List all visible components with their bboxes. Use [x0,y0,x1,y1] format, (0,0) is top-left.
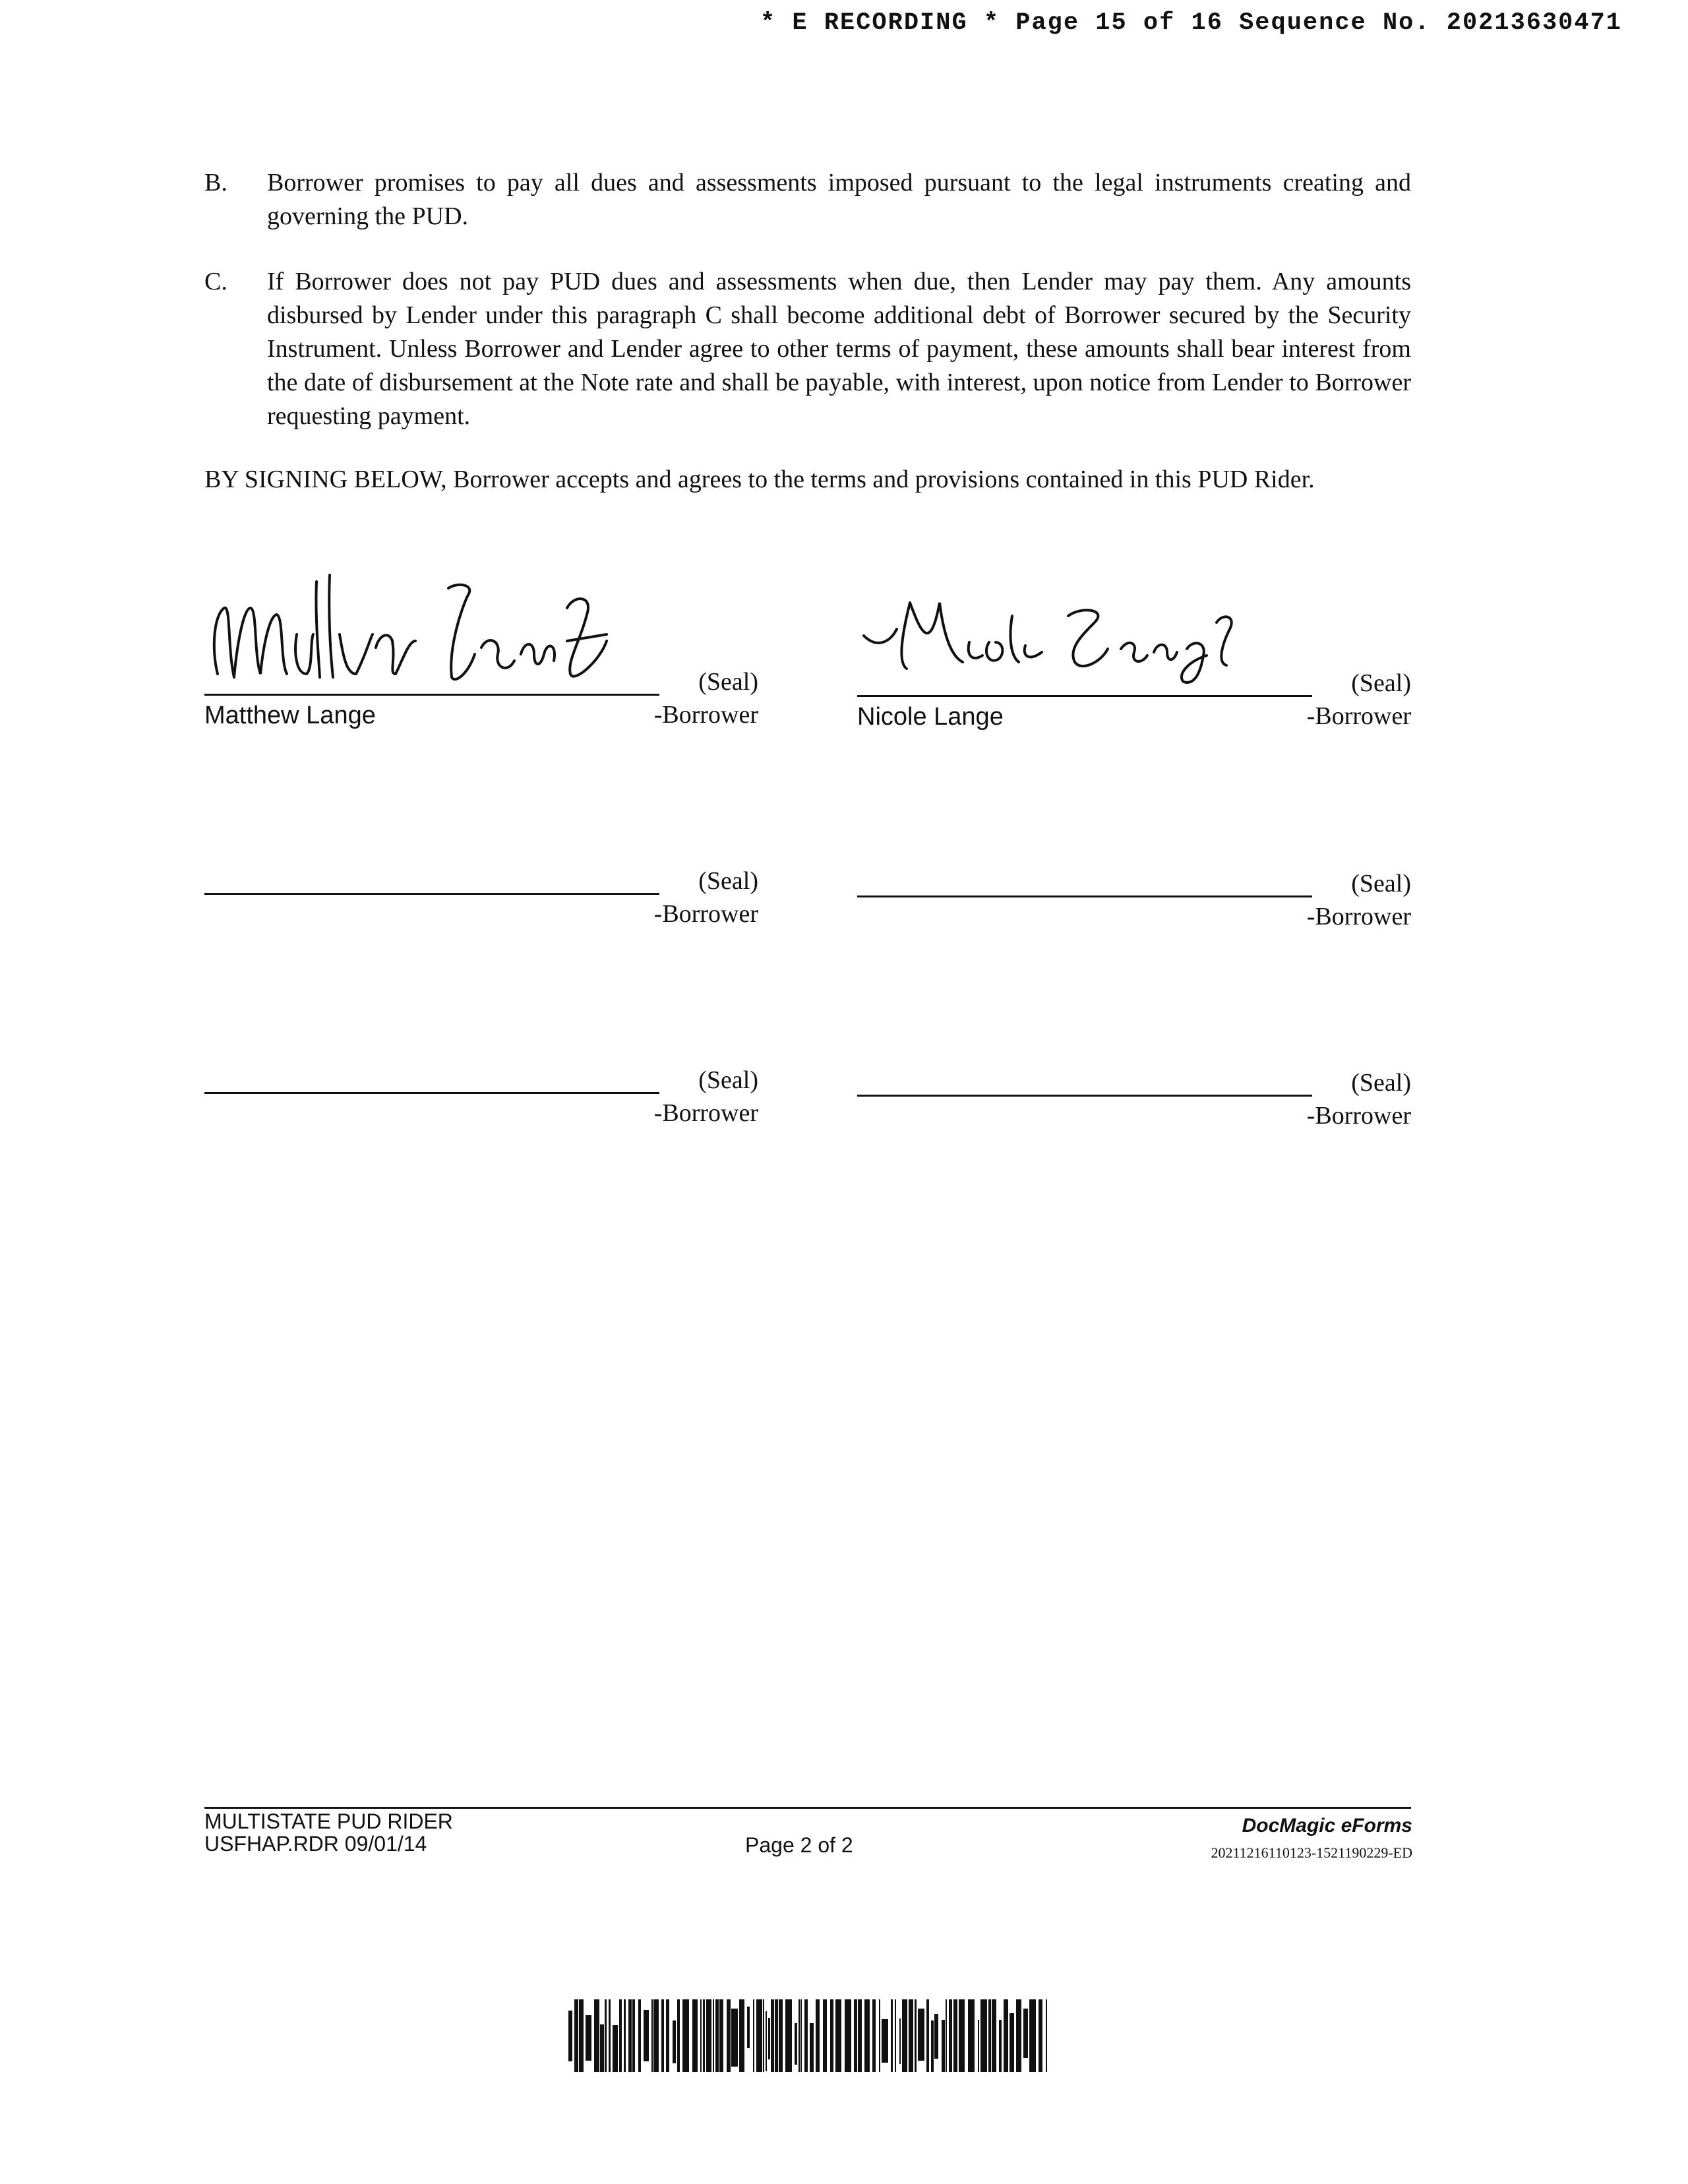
seal-label: (Seal) [698,867,758,895]
barcode-bar [624,1999,626,2072]
barcode-bar [931,2020,934,2072]
signing-statement: BY SIGNING BELOW, Borrower accepts and agrees to the terms and provisions contained in this PUD Rider. [204,466,1315,493]
barcode-bar [747,2007,750,2048]
barcode-bar [845,1999,851,2072]
barcode-bar [619,1999,622,2072]
barcode-bar [739,1999,744,2072]
barcode-image [568,1999,1050,2072]
footer-form-code: USFHAP.RDR 09/01/14 [204,1832,427,1856]
barcode-bar [586,2015,591,2061]
seal-label: (Seal) [698,668,758,696]
barcode-bar [980,1999,987,2072]
barcode-bar [902,1999,907,2072]
barcode-bar [753,1999,754,2072]
barcode-bar [715,1999,719,2072]
seal-label: (Seal) [1351,1069,1411,1097]
barcode-bar [854,1999,857,2072]
barcode-bar [949,1999,952,2072]
signature-block-4 [857,863,1411,935]
signature-block-2 [857,662,1411,735]
barcode-bar [579,1999,584,2072]
barcode-bar [909,1999,913,2072]
barcode-bar [609,1999,611,2072]
barcode-bar [879,1999,880,2072]
signature-block-1 [204,661,758,733]
signer-role: -Borrower [653,900,758,928]
signer-role: -Borrower [1306,702,1411,730]
barcode-bar [918,2009,924,2061]
footer-document-id: 20211216110123-1521190229-ED [1211,1844,1412,1861]
signature-line [857,695,1312,697]
barcode-bar [953,1999,957,2072]
signature-line [204,893,659,895]
barcode-bar [775,1999,778,2072]
seal-label: (Seal) [1351,669,1411,697]
barcode-bar [1010,2013,1014,2072]
barcode-bar [719,1999,723,2072]
signature-line [204,1092,659,1094]
barcode-bar [816,1999,820,2072]
barcode-bar [899,2018,901,2064]
barcode-bar [673,2020,676,2063]
barcode-bar [651,1999,653,2072]
footer-form-title: MULTISTATE PUD RIDER [204,1809,453,1833]
barcode-bar [872,1999,876,2072]
barcode-bar [763,1999,764,2072]
barcode-bar [731,2009,738,2067]
barcode-bar [942,2020,945,2072]
barcode-bar [574,1999,578,2072]
footer-form-info [204,1810,453,1855]
paragraph-text: Borrower promises to pay all dues and assessments imposed pursuant to the legal instruments creating and governing the PUD. [267,169,1411,230]
signature-block-5 [204,1059,758,1132]
paragraph-c [204,265,1411,437]
barcode-bar [895,1999,896,2072]
barcode-bar [1039,1999,1042,2072]
barcode-bar [864,1999,870,2072]
barcode-bar [800,1999,802,2072]
barcode-bar [1029,1999,1036,2072]
recording-stamp: * E RECORDING * Page 15 of 16 Sequence No. 20213630471 [760,9,1622,37]
barcode-bar [768,2018,770,2059]
barcode-bar [666,1999,669,2072]
barcode-bar [830,1999,833,2072]
barcode-bar [804,1999,808,2072]
barcode-bar [882,2019,888,2063]
paragraph-text: If Borrower does not pay PUD dues and assessments when due, then Lender may pay them. Any amounts disbursed by Lender under this paragraph C shall become additional debt of Borrower secured by the Security Instrument. Unless Borrower and Lender agree to other terms of payment, these amounts shall bear interest from the date of disbursement at the Note rate and shall be payable, with interest, upon notice from Lender to Borrower requesting payment. [267,268,1411,430]
seal-label: (Seal) [1351,870,1411,897]
barcode-bar [605,1999,607,2072]
barcode-bar [858,1999,862,2072]
signer-role: -Borrower [1306,903,1411,930]
barcode-bar [946,1999,947,2072]
signer-role: -Borrower [653,1099,758,1127]
paragraph-b [204,166,1411,239]
signature-block-3 [204,860,758,932]
barcode-bar [661,1999,664,2072]
seal-label: (Seal) [698,1066,758,1094]
barcode-bar [779,1999,783,2072]
barcode-bar [628,1999,632,2072]
barcode-bar [653,1999,659,2072]
barcode-bar [706,1999,711,2072]
footer-brand-logo: DocMagic eForms [1242,1815,1412,1836]
barcode-bar [700,1999,702,2072]
signer-role: -Borrower [1306,1102,1411,1130]
barcode-bar [677,1999,680,2072]
barcode-bar [682,1999,689,2072]
barcode-bar [1046,1999,1047,2072]
barcode-bar [810,2023,814,2072]
barcode-bar [926,1999,929,2072]
barcode-bar [713,1999,714,2072]
barcode-bar [632,1999,635,2072]
signer-name: Matthew Lange [204,702,376,729]
barcode-bar [600,2024,604,2072]
barcode-bar [988,1999,991,2072]
signer-role: -Borrower [653,701,758,729]
signature-line [857,895,1312,897]
barcode-bar [638,1999,641,2072]
signature-line [204,694,659,696]
handwritten-signature-nicole [857,590,1319,688]
barcode-bar [727,1999,731,2072]
barcode-bar [1004,1999,1008,2072]
barcode-bar [891,1999,893,2072]
barcode-bar [703,1999,705,2072]
barcode-bar [915,1999,917,2072]
barcode-bar [959,1999,965,2072]
barcode-bar [594,1999,599,2072]
barcode-bar [795,2023,797,2065]
barcode-bar [771,1999,774,2072]
paragraph-letter: C. [204,268,227,295]
barcode-bar [799,1999,800,2072]
barcode-bar [992,1999,996,2072]
barcode-bar [823,1999,827,2072]
barcode-bar [968,1999,975,2072]
barcode-bar [934,2014,938,2059]
barcode-bar [756,1999,762,2072]
barcode-bar [999,2020,1002,2072]
handwritten-signature-matthew [198,568,659,687]
barcode-bar [978,2020,979,2072]
barcode-bar [644,2010,649,2061]
barcode-bar [692,1999,698,2072]
footer-page-number: Page 2 of 2 [745,1833,853,1857]
barcode-bar [1023,2009,1028,2058]
barcode-bar [785,1999,792,2072]
barcode-bar [766,2011,767,2071]
barcode-bar [1016,1999,1021,2072]
paragraph-letter: B. [204,169,227,197]
barcode-bar [613,2025,618,2072]
barcode-bar [835,1999,841,2072]
barcode-bar [568,2011,572,2061]
signer-name: Nicole Lange [857,703,1004,731]
signature-block-6 [857,1062,1411,1134]
signature-line [857,1095,1312,1097]
footer-divider [204,1807,1411,1809]
